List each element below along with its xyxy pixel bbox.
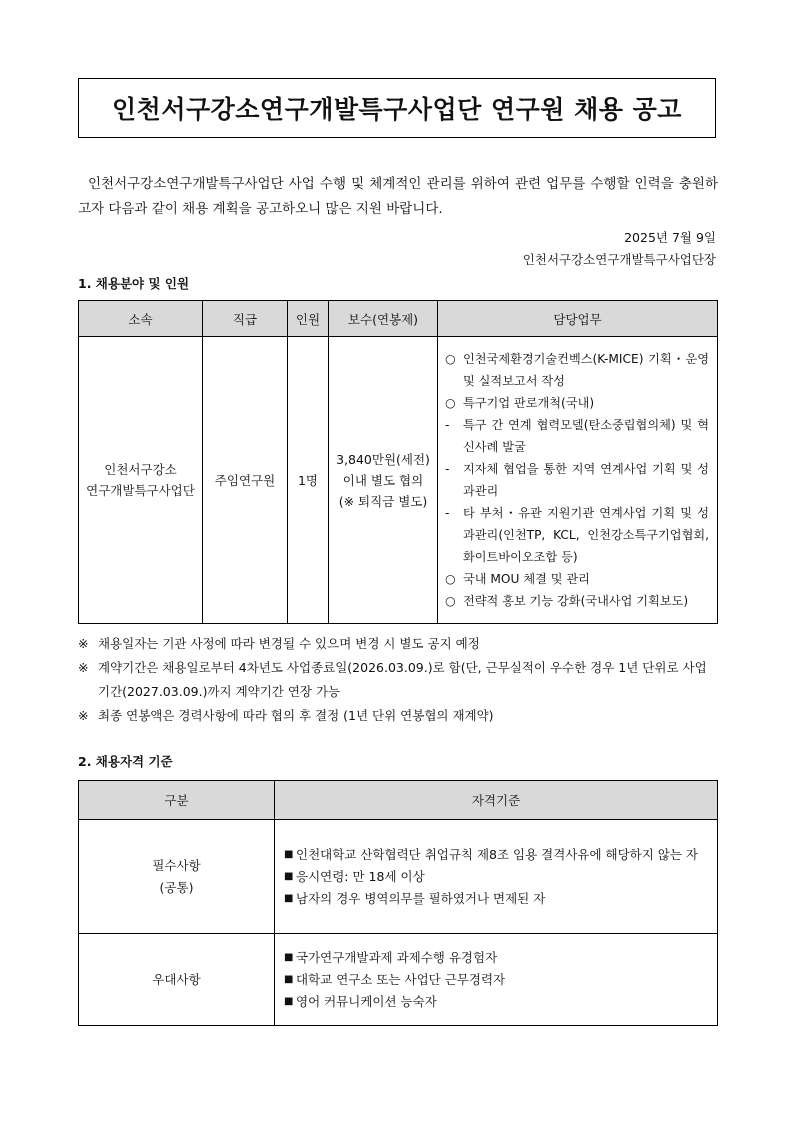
table-header-row (79, 301, 718, 337)
square-bullet-icon: ■ (284, 951, 294, 963)
criteria-text: 대학교 연구소 또는 사업단 근무경력자 (296, 971, 506, 987)
dash-marker: - (445, 506, 450, 520)
note-item (78, 656, 718, 704)
duty-text: 인천국제환경기술컨벡스(K-MICE) 기획・운영 및 실적보고서 작성 (463, 352, 709, 388)
section2-heading: 2. 채용자격 기준 (78, 754, 173, 769)
note-text: 채용일자는 기관 사정에 따라 변경될 수 있으며 변경 시 별도 공지 예정 (98, 636, 480, 651)
criteria-text: 영어 커뮤니케이션 능숙자 (296, 993, 437, 1009)
table-row (79, 337, 718, 624)
note-item (78, 704, 718, 728)
salary-cell (329, 337, 438, 624)
intro-paragraph: 인천서구강소연구개발특구사업단 사업 수행 및 체계적인 관리를 위하여 관련 업무를 수행할 인력을 충원하고자 다음과 같이 채용 계획을 공고하오니 많은 지원 바랍니다. (78, 176, 718, 217)
circle-marker: ○ (445, 396, 456, 410)
header-count: 인원 (288, 301, 329, 337)
criteria-text: 응시연령: 만 18세 이상 (296, 868, 425, 884)
header-category: 구분 (79, 781, 275, 820)
note-item (78, 632, 718, 656)
square-bullet-icon: ■ (284, 973, 294, 985)
criteria-item (284, 969, 709, 991)
criteria-text: 남자의 경우 병역의무를 필하였거나 면제된 자 (296, 890, 546, 906)
duty-item (445, 458, 709, 502)
circle-marker: ○ (445, 594, 456, 608)
duty-text: 전략적 홍보 기능 강화(국내사업 기획보도) (463, 594, 689, 608)
affiliation-line: 연구개발특구사업단 (86, 483, 195, 498)
table-row (79, 934, 718, 1026)
required-label: 필수사항 (152, 857, 201, 873)
qualification-table (78, 780, 718, 1026)
note-text: 계약기간은 채용일로부터 4차년도 사업종료일(2026.03.09.)로 함(단, 근무실적이 우수한 경우 1년 단위로 사업기간(2027.03.09.)까지 계약기간 연장 가능 (98, 660, 707, 699)
header-criteria: 자격기준 (275, 781, 718, 820)
criteria-item (284, 947, 709, 969)
required-sublabel: (공통) (159, 879, 194, 895)
recruitment-table (78, 300, 718, 624)
note-marker: ※ (78, 708, 89, 723)
header-duties: 담당업무 (438, 301, 718, 337)
required-criteria-cell (275, 820, 718, 934)
title-box (78, 78, 716, 138)
dash-marker: - (445, 462, 450, 476)
criteria-item (284, 866, 709, 888)
table-row (79, 820, 718, 934)
duty-text: 특구기업 판로개척(국내) (463, 396, 595, 410)
notes (78, 632, 718, 728)
duties-cell (438, 337, 718, 624)
duty-item (445, 348, 709, 392)
square-bullet-icon: ■ (284, 870, 294, 882)
salary-line: 3,840만원(세전) (336, 451, 430, 467)
criteria-text: 국가연구개발과제 과제수행 유경험자 (296, 949, 498, 965)
criteria-item (284, 888, 709, 910)
square-bullet-icon: ■ (284, 848, 294, 860)
duty-item (445, 590, 709, 612)
duty-item (445, 568, 709, 590)
square-bullet-icon: ■ (284, 995, 294, 1007)
rank-cell: 주임연구원 (203, 337, 288, 624)
affiliation-line: 인천서구강소 (104, 462, 177, 477)
duty-text: 특구 간 연계 협력모델(탄소중립협의체) 및 혁신사례 발굴 (463, 418, 709, 454)
dash-marker: - (445, 418, 450, 432)
duty-item (445, 502, 709, 568)
issuer-name: 인천서구강소연구개발특구사업단장 (522, 252, 716, 267)
duty-text: 지자체 협업을 통한 지역 연계사업 기획 및 성과관리 (463, 462, 709, 498)
header-salary: 보수(연봉제) (329, 301, 438, 337)
page-title: 인천서구강소연구개발특구사업단 연구원 채용 공고 (112, 95, 682, 124)
note-text: 최종 연봉액은 경력사항에 따라 협의 후 결정 (1년 단위 연봉협의 재계약) (98, 708, 494, 723)
duty-item (445, 414, 709, 458)
salary-line: 이내 별도 협의 (342, 472, 424, 488)
duty-text: 국내 MOU 체결 및 관리 (463, 572, 590, 586)
circle-marker: ○ (445, 352, 456, 366)
criteria-text: 인천대학교 산학협력단 취업규칙 제8조 임용 결격사유에 해당하지 않는 자 (296, 846, 698, 862)
count-cell: 1명 (288, 337, 329, 624)
duty-text: 타 부처・유관 지원기관 연계사업 기획 및 성과관리(인천TP, KCL, 인천강소특구기업협회, 화이트바이오조합 등) (463, 506, 709, 564)
header-rank: 직급 (203, 301, 288, 337)
preferred-criteria-cell (275, 934, 718, 1026)
square-bullet-icon: ■ (284, 892, 294, 904)
table-header-row (79, 781, 718, 820)
required-label-cell (79, 820, 275, 934)
announcement-date: 2025년 7월 9일 (624, 230, 716, 245)
note-marker: ※ (78, 660, 89, 675)
header-affiliation: 소속 (79, 301, 203, 337)
preferred-label-cell: 우대사항 (79, 934, 275, 1026)
circle-marker: ○ (445, 572, 456, 586)
section1-heading: 1. 채용분야 및 인원 (78, 276, 190, 291)
affiliation-cell (79, 337, 203, 624)
note-marker: ※ (78, 636, 89, 651)
salary-line: (※ 퇴직금 별도) (338, 493, 428, 509)
criteria-item (284, 991, 709, 1013)
duty-item (445, 392, 709, 414)
criteria-item (284, 844, 709, 866)
